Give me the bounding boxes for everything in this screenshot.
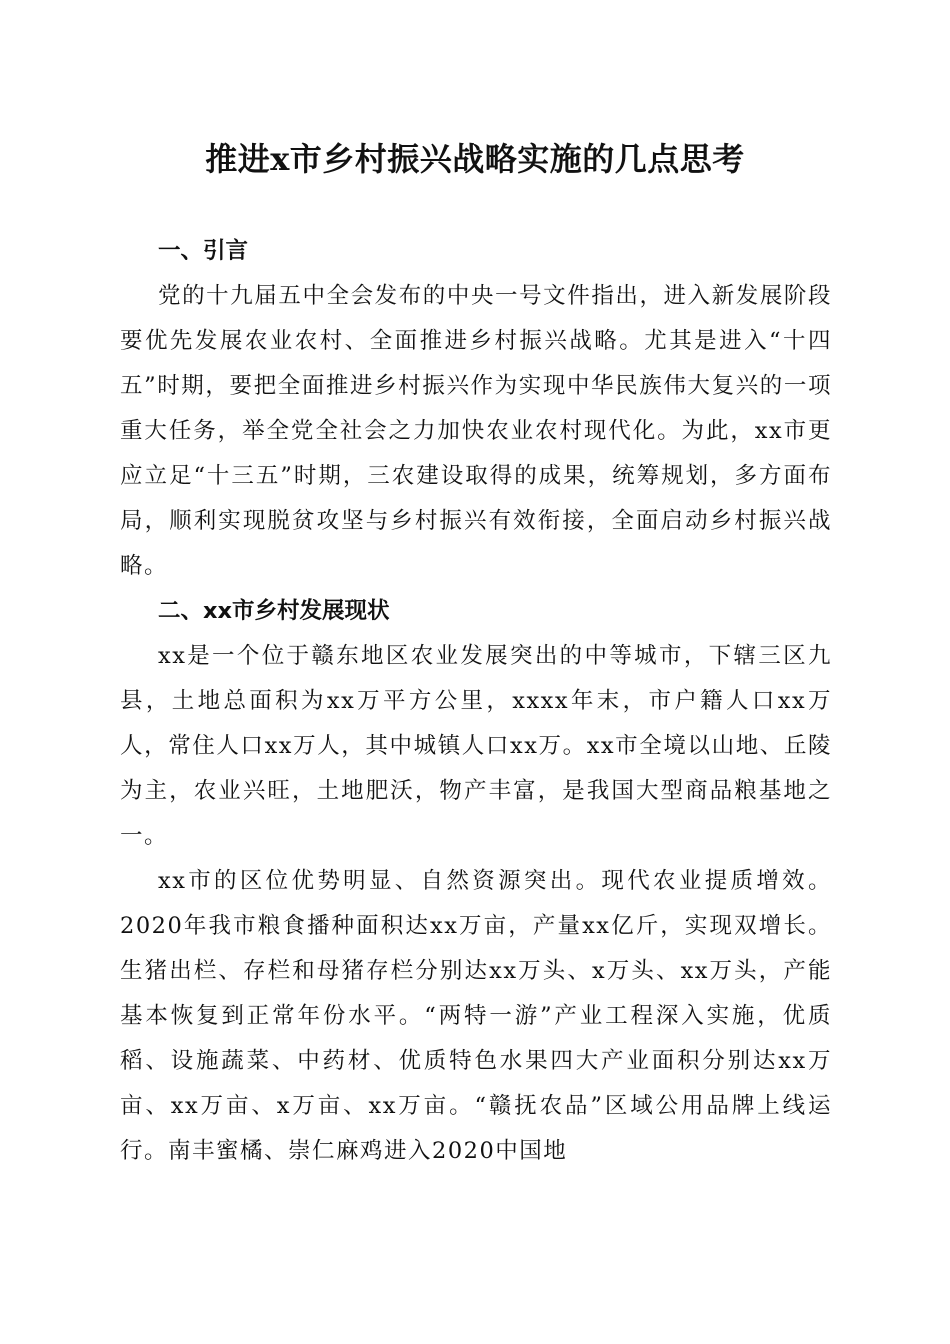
- paragraph: xx是一个位于赣东地区农业发展突出的中等城市，下辖三区九县，土地总面积为xx万平方公里，xxxx年末，市户籍人口xx万人，常住人口xx万人，其中城镇人口xx万。xx市全境以山地、丘陵为主，农业兴旺，土地肥沃，物产丰富，是我国大型商品粮基地之一。: [120, 643, 832, 849]
- document-body: [120, 229, 832, 1174]
- document-title: 推进x市乡村振兴战略实施的几点思考: [205, 140, 745, 178]
- section-heading: 一、引言: [158, 238, 249, 264]
- paragraph: xx市的区位优势明显、自然资源突出。现代农业提质增效。2020年我市粮食播种面积达xx万亩，产量xx亿斤，实现双增长。生猪出栏、存栏和母猪存栏分别达xx万头、x万头、xx万头，产能基本恢复到正常年份水平。“两特一游”产业工程深入实施，优质稻、设施蔬菜、中药材、优质特色水果四大产业面积分别达xx万亩、xx万亩、x万亩、xx万亩。“赣抚农品”区域公用品牌上线运行。南丰蜜橘、崇仁麻鸡进入2020中国地: [120, 868, 832, 1164]
- section-heading: 二、xx市乡村发展现状: [158, 598, 390, 624]
- paragraph: 党的十九届五中全会发布的中央一号文件指出，进入新发展阶段要优先发展农业农村、全面推进乡村振兴战略。尤其是进入“十四五”时期，要把全面推进乡村振兴作为实现中华民族伟大复兴的一项重大任务，举全党全社会之力加快农业农村现代化。为此，xx市更应立足“十三五”时期，三农建设取得的成果，统筹规划，多方面布局，顺利实现脱贫攻坚与乡村振兴有效衔接，全面启动乡村振兴战略。: [120, 283, 832, 579]
- section-introduction: [120, 229, 832, 589]
- section-rural-status: [120, 589, 832, 1174]
